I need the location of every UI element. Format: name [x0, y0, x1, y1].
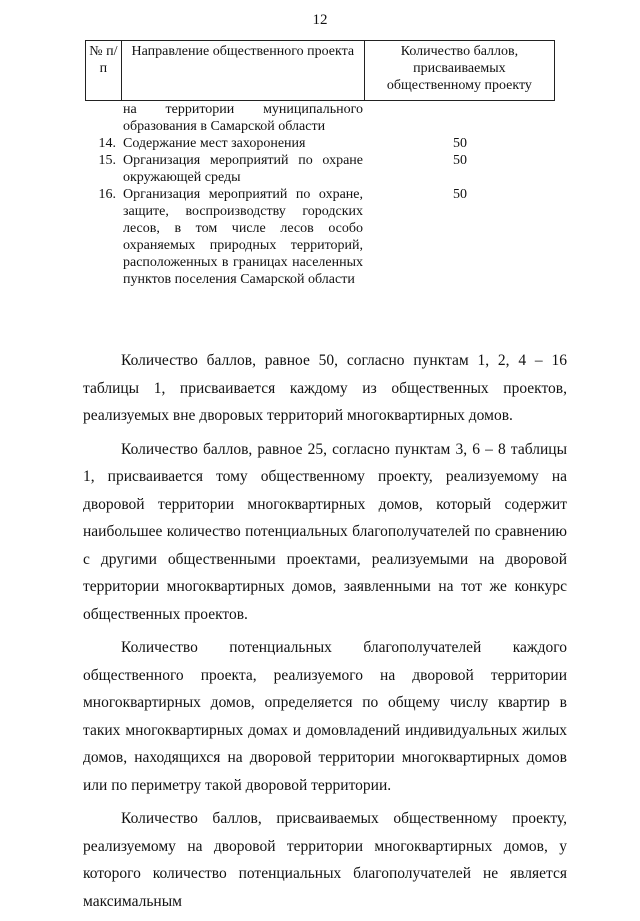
row-direction: Содержание мест захоронения	[123, 136, 306, 151]
row-number: 16.	[98, 187, 116, 202]
header-points: Количество баллов, присваиваемых общественному проекту	[386, 44, 532, 93]
row-direction: на территории муниципального образования в Самарской области	[123, 102, 363, 134]
body-text	[83, 347, 567, 921]
row-number: 14.	[98, 136, 116, 151]
row-direction: Организация мероприятий по охране окружающей среды	[123, 153, 363, 185]
row-number	[85, 101, 121, 135]
table-row	[85, 101, 555, 135]
projects-table	[85, 40, 555, 288]
table-row	[85, 135, 555, 152]
row-points: 50	[453, 187, 467, 202]
row-number: 15.	[98, 153, 116, 168]
row-points: 50	[453, 136, 467, 151]
header-number: № п/п	[86, 41, 122, 100]
table-row	[85, 152, 555, 186]
paragraph: Количество баллов, равное 25, согласно пунктам 3, 6 – 8 таблицы 1, присваивается тому общественному проекту, реализуемому на дворовой территории многоквартирных домов, который содержит наибольшее количество потенциальных благополучателей по сравнению с другими общественными проектами, реализуемыми на дворовой территории многоквартирных домов, заявленными на тот же конкурс общественных проектов.	[83, 440, 567, 623]
row-points	[365, 101, 555, 135]
paragraph: Количество потенциальных благополучателей каждого общественного проекта, реализуемого на дворовой территории многоквартирных домов, определяется по общему числу квартир в таких многоквартирных домах и домовладений индивидуальных жилых домов, находящихся на дворовой территории многоквартирных домов или по периметру такой дворовой территории.	[83, 639, 567, 794]
header-direction: Направление общественного проекта	[122, 41, 365, 100]
table-row	[85, 186, 555, 288]
table-header	[85, 40, 555, 101]
paragraph: Количество баллов, присваиваемых общественному проекту, реализуемому на дворовой территории многоквартирных домов, у которого количество потенциальных благополучателей не является максимальным	[83, 810, 567, 910]
row-points: 50	[453, 153, 467, 168]
row-direction: Организация мероприятий по охране, защите, воспроизводству городских лесов, в том числе лесов особо охраняемых природных территорий, расположенных в границах населенных пунктов поселения Самарской области	[123, 187, 363, 287]
paragraph: Количество баллов, равное 50, согласно пунктам 1, 2, 4 – 16 таблицы 1, присваивается каждому из общественных проектов, реализуемых вне дворовых территорий многоквартирных домов.	[83, 352, 567, 424]
page-number: 12	[312, 12, 328, 28]
